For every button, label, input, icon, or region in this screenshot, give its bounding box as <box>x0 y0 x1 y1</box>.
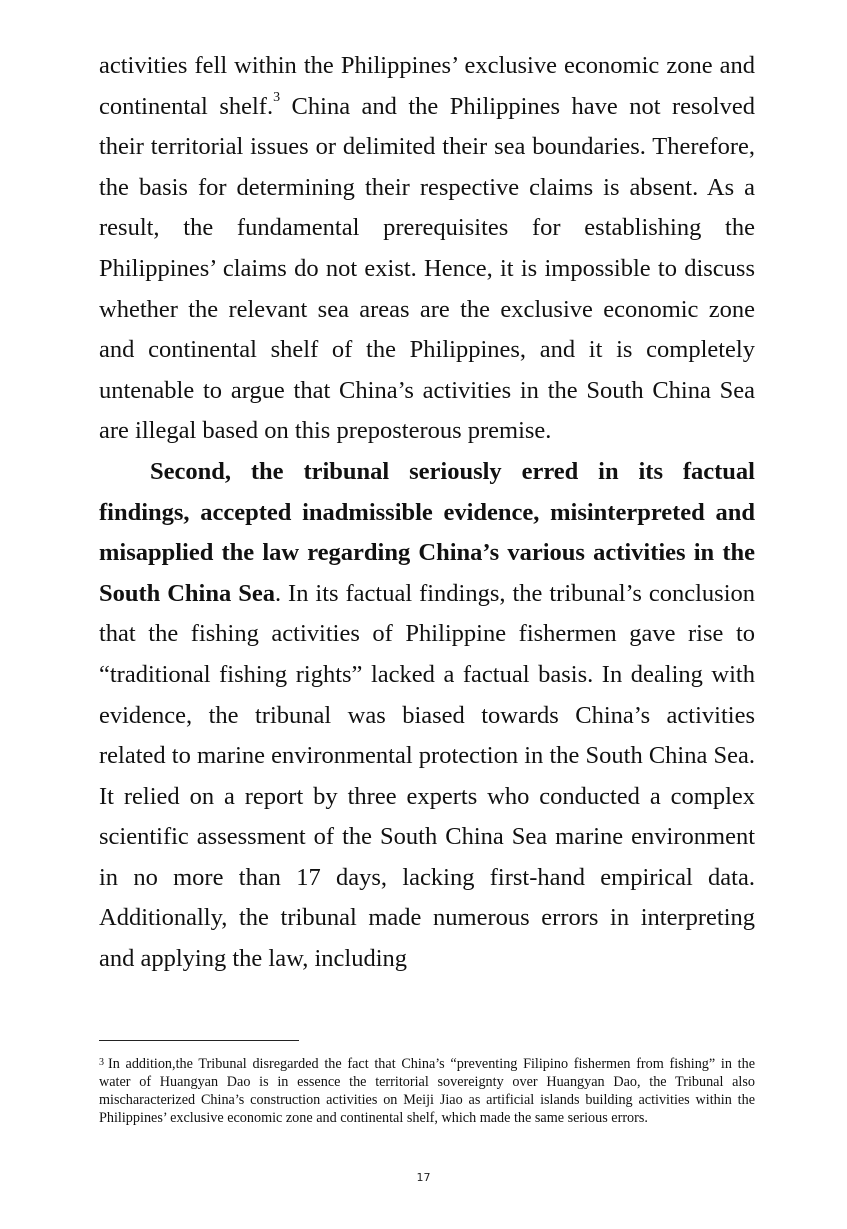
page-number: 17 <box>416 1171 431 1184</box>
body-text <box>99 46 755 980</box>
footnote-text: In addition,the Tribunal disregarded the fact that China’s “preventing Filipino fishermen from fishing” in the water of Huangyan Dao is in essence the territorial sovereignty over Huangyan Dao, the Tribunal also mischaracterized China’s construction activities on Meiji Jiao as artificial islands building activities within the Philippines’ exclusive economic zone and continental shelf, which made the same serious errors. <box>99 1056 755 1126</box>
paragraph-1 <box>99 46 755 452</box>
paragraph-2-rest: . In its factual findings, the tribunal’s conclusion that the fishing activities of Philippine fishermen gave rise to “traditional fishing rights” lacked a factual basis. In dealing with evidence, the tribunal was biased towards China’s activities related to marine environmental protection in the South China Sea. It relied on a report by three experts who conducted a complex scientific assessment of the South China Sea marine environment in no more than 17 days, lacking first-hand empirical data. Additionally, the tribunal made numerous errors in interpreting and applying the law, including <box>99 579 755 973</box>
footnote-mark: 3 <box>99 1057 104 1068</box>
paragraph-2 <box>99 452 755 980</box>
paragraph-1-rest: China and the Philippines have not resolved their territorial issues or delimited their sea boundaries. Therefore, the basis for determining their respective claims is absent. As a result, the fundamental prerequisites for establishing the Philippines’ claims do not exist. Hence, it is impossible to discuss whether the relevant sea areas are the exclusive economic zone and continental shelf of the Philippines, and it is completely untenable to argue that China’s activities in the South China Sea are illegal based on this preposterous premise. <box>99 92 755 445</box>
paragraph-2-bold-lead: Second, the tribunal seriously erred in its factual findings, accepted inadmissible evidence, misinterpreted and misapplied the law regarding China’s various activities in the South China Sea <box>99 457 755 607</box>
paragraph-1-text: activities fell within the Philippines’ exclusive economic zone and continental shelf. <box>99 52 755 120</box>
footnote-reference[interactable]: 3 <box>273 90 281 106</box>
footnote-separator <box>99 1040 299 1041</box>
footnote <box>99 1055 755 1127</box>
